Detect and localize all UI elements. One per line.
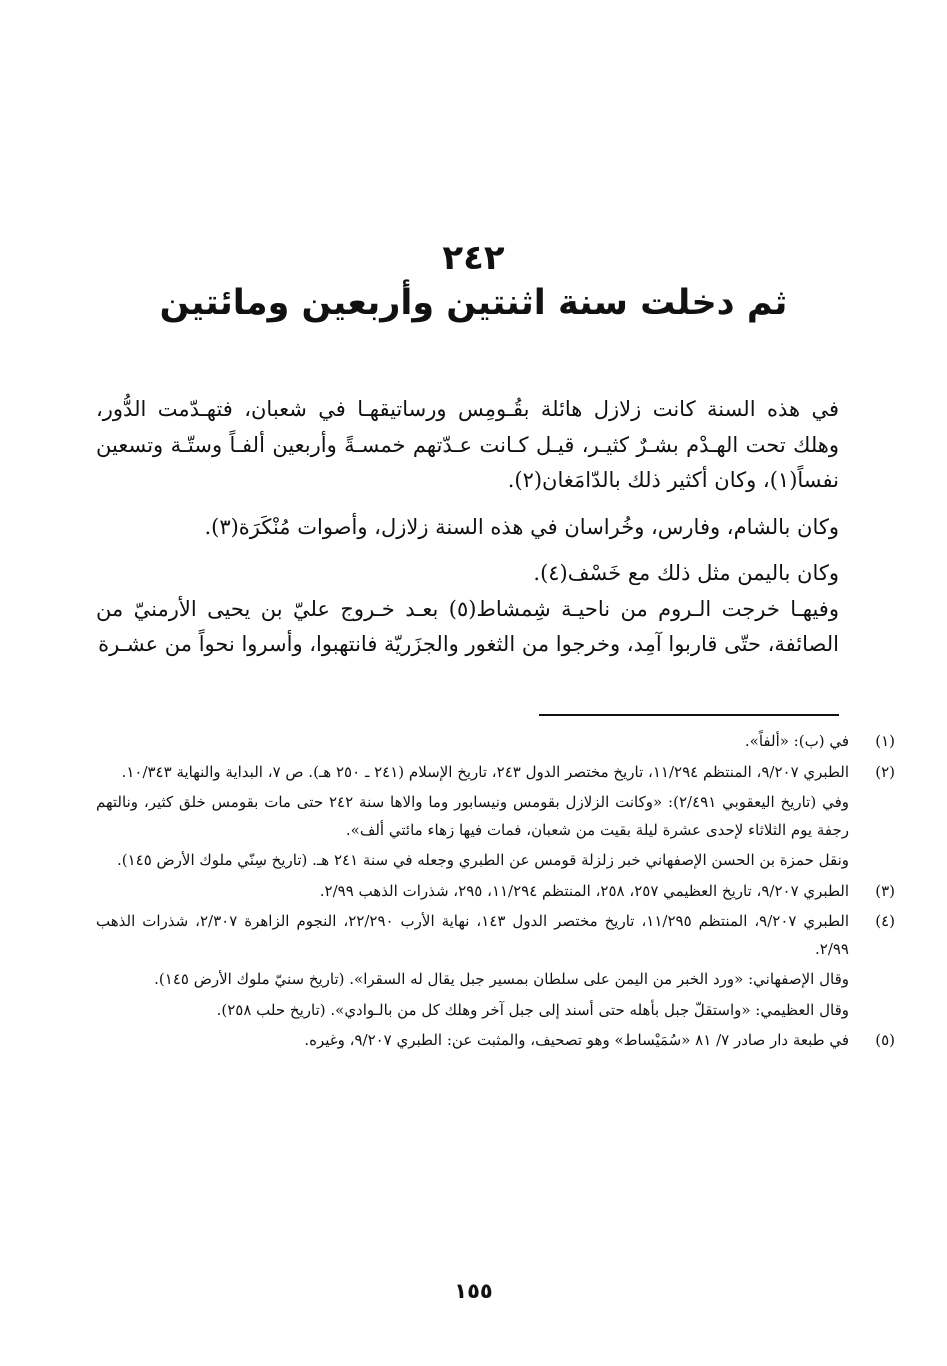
footnotes (96, 728, 895, 1055)
footnote-text (96, 759, 849, 875)
footnote-line: في طبعة دار صادر ٧/ ٨١ «سُمَيْساط» وهو تصحيف، والمثبت عن: الطبري ٩/٢٠٧، وغيره. (304, 1031, 849, 1049)
footnote (96, 728, 895, 756)
chapter-title: ثم دخلت سنة اثنتين وأربعين ومائتين (159, 283, 788, 323)
paragraph: وكان بالشام، وفارس، وخُراسان في هذه السنة زلازل، وأصوات مُنْكَرَة(٣). (204, 514, 839, 539)
footnote (96, 908, 895, 1024)
footnote-number: (٢) (875, 762, 895, 781)
footnote-line: ونقل حمزة بن الحسن الإصفهاني خبر زلزلة قومس عن الطبري وجعله في سنة ٢٤١ هـ. (تاريخ سِنّي ملوك الأرض ١٤٥). (116, 851, 849, 869)
footnote-line: في (ب): «ألفاً». (744, 732, 849, 750)
footnote (96, 878, 895, 906)
footnote-line: وقال العظيمي: «واستقلّ جبل بأهله حتى أسند إلى جبل آخر وهلك كل من بالـوادي». (تاريخ حلب ٢٥٨). (216, 1000, 849, 1019)
paragraph: وفيهـا خرجت الـروم من ناحيـة شِمشاط(٥) بعـد خـروج عليّ بن يحيى الأرمنيّ من الصائفة، حتّى قاربوا آمِد، وخرجوا من الثغور والجزَريّة فانتهبوا، وأسروا نحواً من عشـرة (96, 596, 839, 656)
footnote-number: (٣) (875, 881, 895, 900)
main-text (96, 392, 839, 663)
footnote-number: (١) (875, 732, 895, 750)
footnote-line: الطبري ٩/٢٠٧، المنتظم ١١/٢٩٥، تاريخ مختصر الدول ١٤٣، نهاية الأرب ٢٢/٢٩٠، النجوم الزاهرة ٢/٣٠٧، شذرات الذهب ٢/٩٩. (96, 912, 850, 958)
footnote-line: وقال الإصفهاني: «ورد الخبر من اليمن على سلطان بمسير جبل يقال له السقرا». (تاريخ سنيّ ملوك الأرض ١٤٥). (154, 970, 849, 988)
footnote-text (96, 728, 849, 756)
paragraph: في هذه السنة كانت زلازل هائلة بقُـومِس ورساتيقهـا في شعبان، فتهـدّمت الدُّور، وهلك تحت الهـدْم بشـرٌ كثيـر، قيـل كـانت عـدّتهم خمسـةً وأربعين ألفـاً وستّـة وتسعين نفساً(١)، وكان أكثير ذلك بالدّامَغان(٢). (96, 397, 839, 492)
year-heading: ٢٤٢ (442, 238, 505, 278)
footnote-text (96, 878, 849, 906)
footnote-number: (٤) (875, 912, 895, 930)
footnote (96, 759, 895, 875)
footnote-line: الطبري ٩/٢٠٧، تاريخ العظيمي ٢٥٧، ٢٥٨، المنتظم ١١/٢٩٤، ٢٩٥، شذرات الذهب ٢/٩٩. (319, 881, 849, 900)
footnote-separator (539, 714, 839, 716)
paragraph: وكان باليمن مثل ذلك مع خَسْف(٤). (533, 561, 839, 585)
footnote-number: (٥) (875, 1031, 895, 1049)
footnote-text (96, 1027, 849, 1055)
page-number: ١٥٥ (454, 1279, 493, 1303)
footnote-text (96, 908, 849, 1024)
footnote-line: الطبري ٩/٢٠٧، المنتظم ١١/٢٩٤، تاريخ مختصر الدول ٢٤٣، تاريخ الإسلام (٢٤١ ـ ٢٥٠ هـ). ص ٧، البداية والنهاية ١٠/٣٤٣. (121, 762, 849, 781)
footnote (96, 1027, 895, 1055)
footnote-line: وفي (تاريخ اليعقوبي ٢/٤٩١): «وكانت الزلازل بقومس ونيسابور وما والاها سنة ٢٤٢ حتى مات بقومس خلق كثير، ونالتهم رجفة يوم الثلاثاء لإحدى عشرة ليلة بقيت من شعبان، فمات فيها زهاء مائتي ألف». (96, 793, 849, 839)
